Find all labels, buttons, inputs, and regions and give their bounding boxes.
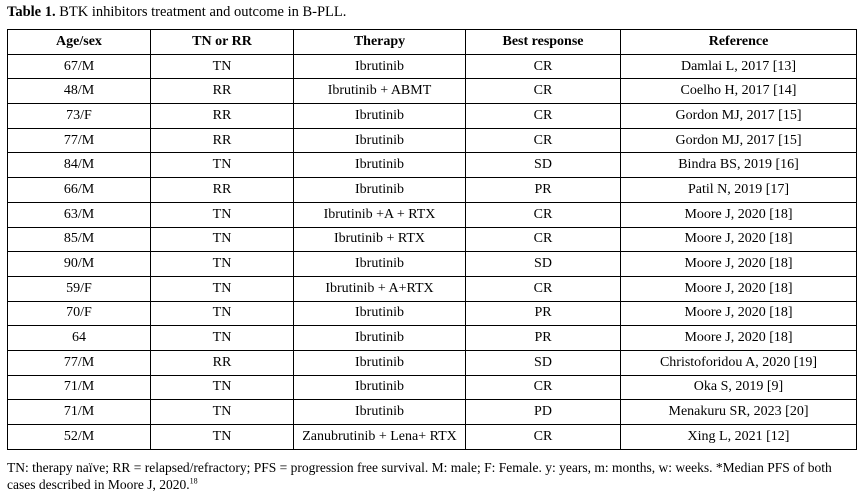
table-row [8,153,857,178]
cell-age-sex: 63/M [8,202,151,227]
column-header-best-response: Best response [466,30,621,55]
cell-best-response: SD [466,252,621,277]
cell-reference: Oka S, 2019 [9] [621,375,857,400]
cell-age-sex: 77/M [8,350,151,375]
table-row [8,104,857,129]
cell-age-sex: 48/M [8,79,151,104]
cell-tn-or-rr: RR [151,178,294,203]
cell-best-response: CR [466,79,621,104]
cell-reference: Gordon MJ, 2017 [15] [621,104,857,129]
cell-best-response: CR [466,276,621,301]
cell-reference: Menakuru SR, 2023 [20] [621,400,857,425]
footnote-text: TN: therapy naïve; RR = relapsed/refractory; PFS = progression free survival. M: male; F: Female. y: years, m: months, w: weeks. *Median PFS of both cases described in Moore J, 2020. [7,460,832,492]
cell-therapy: Ibrutinib [294,54,466,79]
table-body [8,54,857,449]
cell-tn-or-rr: RR [151,128,294,153]
cell-age-sex: 71/M [8,400,151,425]
cell-reference: Bindra BS, 2019 [16] [621,153,857,178]
table-row [8,425,857,450]
cell-therapy: Zanubrutinib + Lena+ RTX [294,425,466,450]
cell-reference: Moore J, 2020 [18] [621,326,857,351]
cell-best-response: CR [466,202,621,227]
table-row [8,375,857,400]
column-header-age-sex: Age/sex [8,30,151,55]
caption-label: Table 1. [7,4,56,20]
cell-therapy: Ibrutinib [294,104,466,129]
cell-tn-or-rr: RR [151,104,294,129]
cell-reference: Moore J, 2020 [18] [621,202,857,227]
cell-therapy: Ibrutinib + A+RTX [294,276,466,301]
cell-age-sex: 77/M [8,128,151,153]
table-footnote [7,459,857,493]
table-row [8,400,857,425]
cell-tn-or-rr: TN [151,425,294,450]
table-row [8,54,857,79]
cell-best-response: CR [466,227,621,252]
cell-age-sex: 52/M [8,425,151,450]
cell-best-response: CR [466,375,621,400]
footnote-superscript: 18 [189,476,198,486]
cell-age-sex: 84/M [8,153,151,178]
cell-tn-or-rr: RR [151,79,294,104]
cell-therapy: Ibrutinib [294,301,466,326]
cell-age-sex: 90/M [8,252,151,277]
table-row [8,276,857,301]
cell-reference: Moore J, 2020 [18] [621,227,857,252]
table-caption [7,3,346,21]
cell-therapy: Ibrutinib +A + RTX [294,202,466,227]
cell-best-response: CR [466,425,621,450]
table-row [8,326,857,351]
cell-reference: Moore J, 2020 [18] [621,301,857,326]
cell-therapy: Ibrutinib [294,400,466,425]
cell-therapy: Ibrutinib [294,350,466,375]
cell-therapy: Ibrutinib + ABMT [294,79,466,104]
btk-inhibitors-table [7,29,857,450]
cell-tn-or-rr: TN [151,375,294,400]
cell-tn-or-rr: TN [151,400,294,425]
cell-reference: Gordon MJ, 2017 [15] [621,128,857,153]
column-header-therapy: Therapy [294,30,466,55]
table-row [8,178,857,203]
cell-tn-or-rr: TN [151,227,294,252]
cell-reference: Moore J, 2020 [18] [621,252,857,277]
cell-therapy: Ibrutinib + RTX [294,227,466,252]
cell-best-response: PR [466,301,621,326]
cell-reference: Christoforidou A, 2020 [19] [621,350,857,375]
cell-best-response: CR [466,104,621,129]
cell-best-response: SD [466,153,621,178]
cell-tn-or-rr: TN [151,54,294,79]
cell-tn-or-rr: TN [151,301,294,326]
cell-therapy: Ibrutinib [294,326,466,351]
table-row [8,202,857,227]
cell-reference: Patil N, 2019 [17] [621,178,857,203]
cell-reference: Damlai L, 2017 [13] [621,54,857,79]
caption-text: BTK inhibitors treatment and outcome in B-PLL. [55,4,347,20]
cell-age-sex: 71/M [8,375,151,400]
cell-best-response: SD [466,350,621,375]
cell-reference: Coelho H, 2017 [14] [621,79,857,104]
cell-best-response: PD [466,400,621,425]
cell-best-response: PR [466,178,621,203]
table-row [8,301,857,326]
cell-age-sex: 85/M [8,227,151,252]
cell-therapy: Ibrutinib [294,153,466,178]
cell-tn-or-rr: TN [151,276,294,301]
cell-tn-or-rr: TN [151,202,294,227]
cell-therapy: Ibrutinib [294,128,466,153]
cell-tn-or-rr: TN [151,326,294,351]
cell-best-response: CR [466,128,621,153]
cell-age-sex: 70/F [8,301,151,326]
cell-age-sex: 67/M [8,54,151,79]
table-header-row [8,30,857,55]
cell-age-sex: 73/F [8,104,151,129]
cell-reference: Xing L, 2021 [12] [621,425,857,450]
cell-age-sex: 59/F [8,276,151,301]
table-row [8,79,857,104]
cell-tn-or-rr: RR [151,350,294,375]
cell-best-response: PR [466,326,621,351]
table-row [8,128,857,153]
cell-tn-or-rr: TN [151,252,294,277]
cell-tn-or-rr: TN [151,153,294,178]
cell-age-sex: 66/M [8,178,151,203]
table-row [8,227,857,252]
column-header-tn-or-rr: TN or RR [151,30,294,55]
column-header-reference: Reference [621,30,857,55]
cell-best-response: CR [466,54,621,79]
cell-therapy: Ibrutinib [294,178,466,203]
cell-therapy: Ibrutinib [294,252,466,277]
table-row [8,252,857,277]
cell-therapy: Ibrutinib [294,375,466,400]
cell-age-sex: 64 [8,326,151,351]
table-row [8,350,857,375]
cell-reference: Moore J, 2020 [18] [621,276,857,301]
